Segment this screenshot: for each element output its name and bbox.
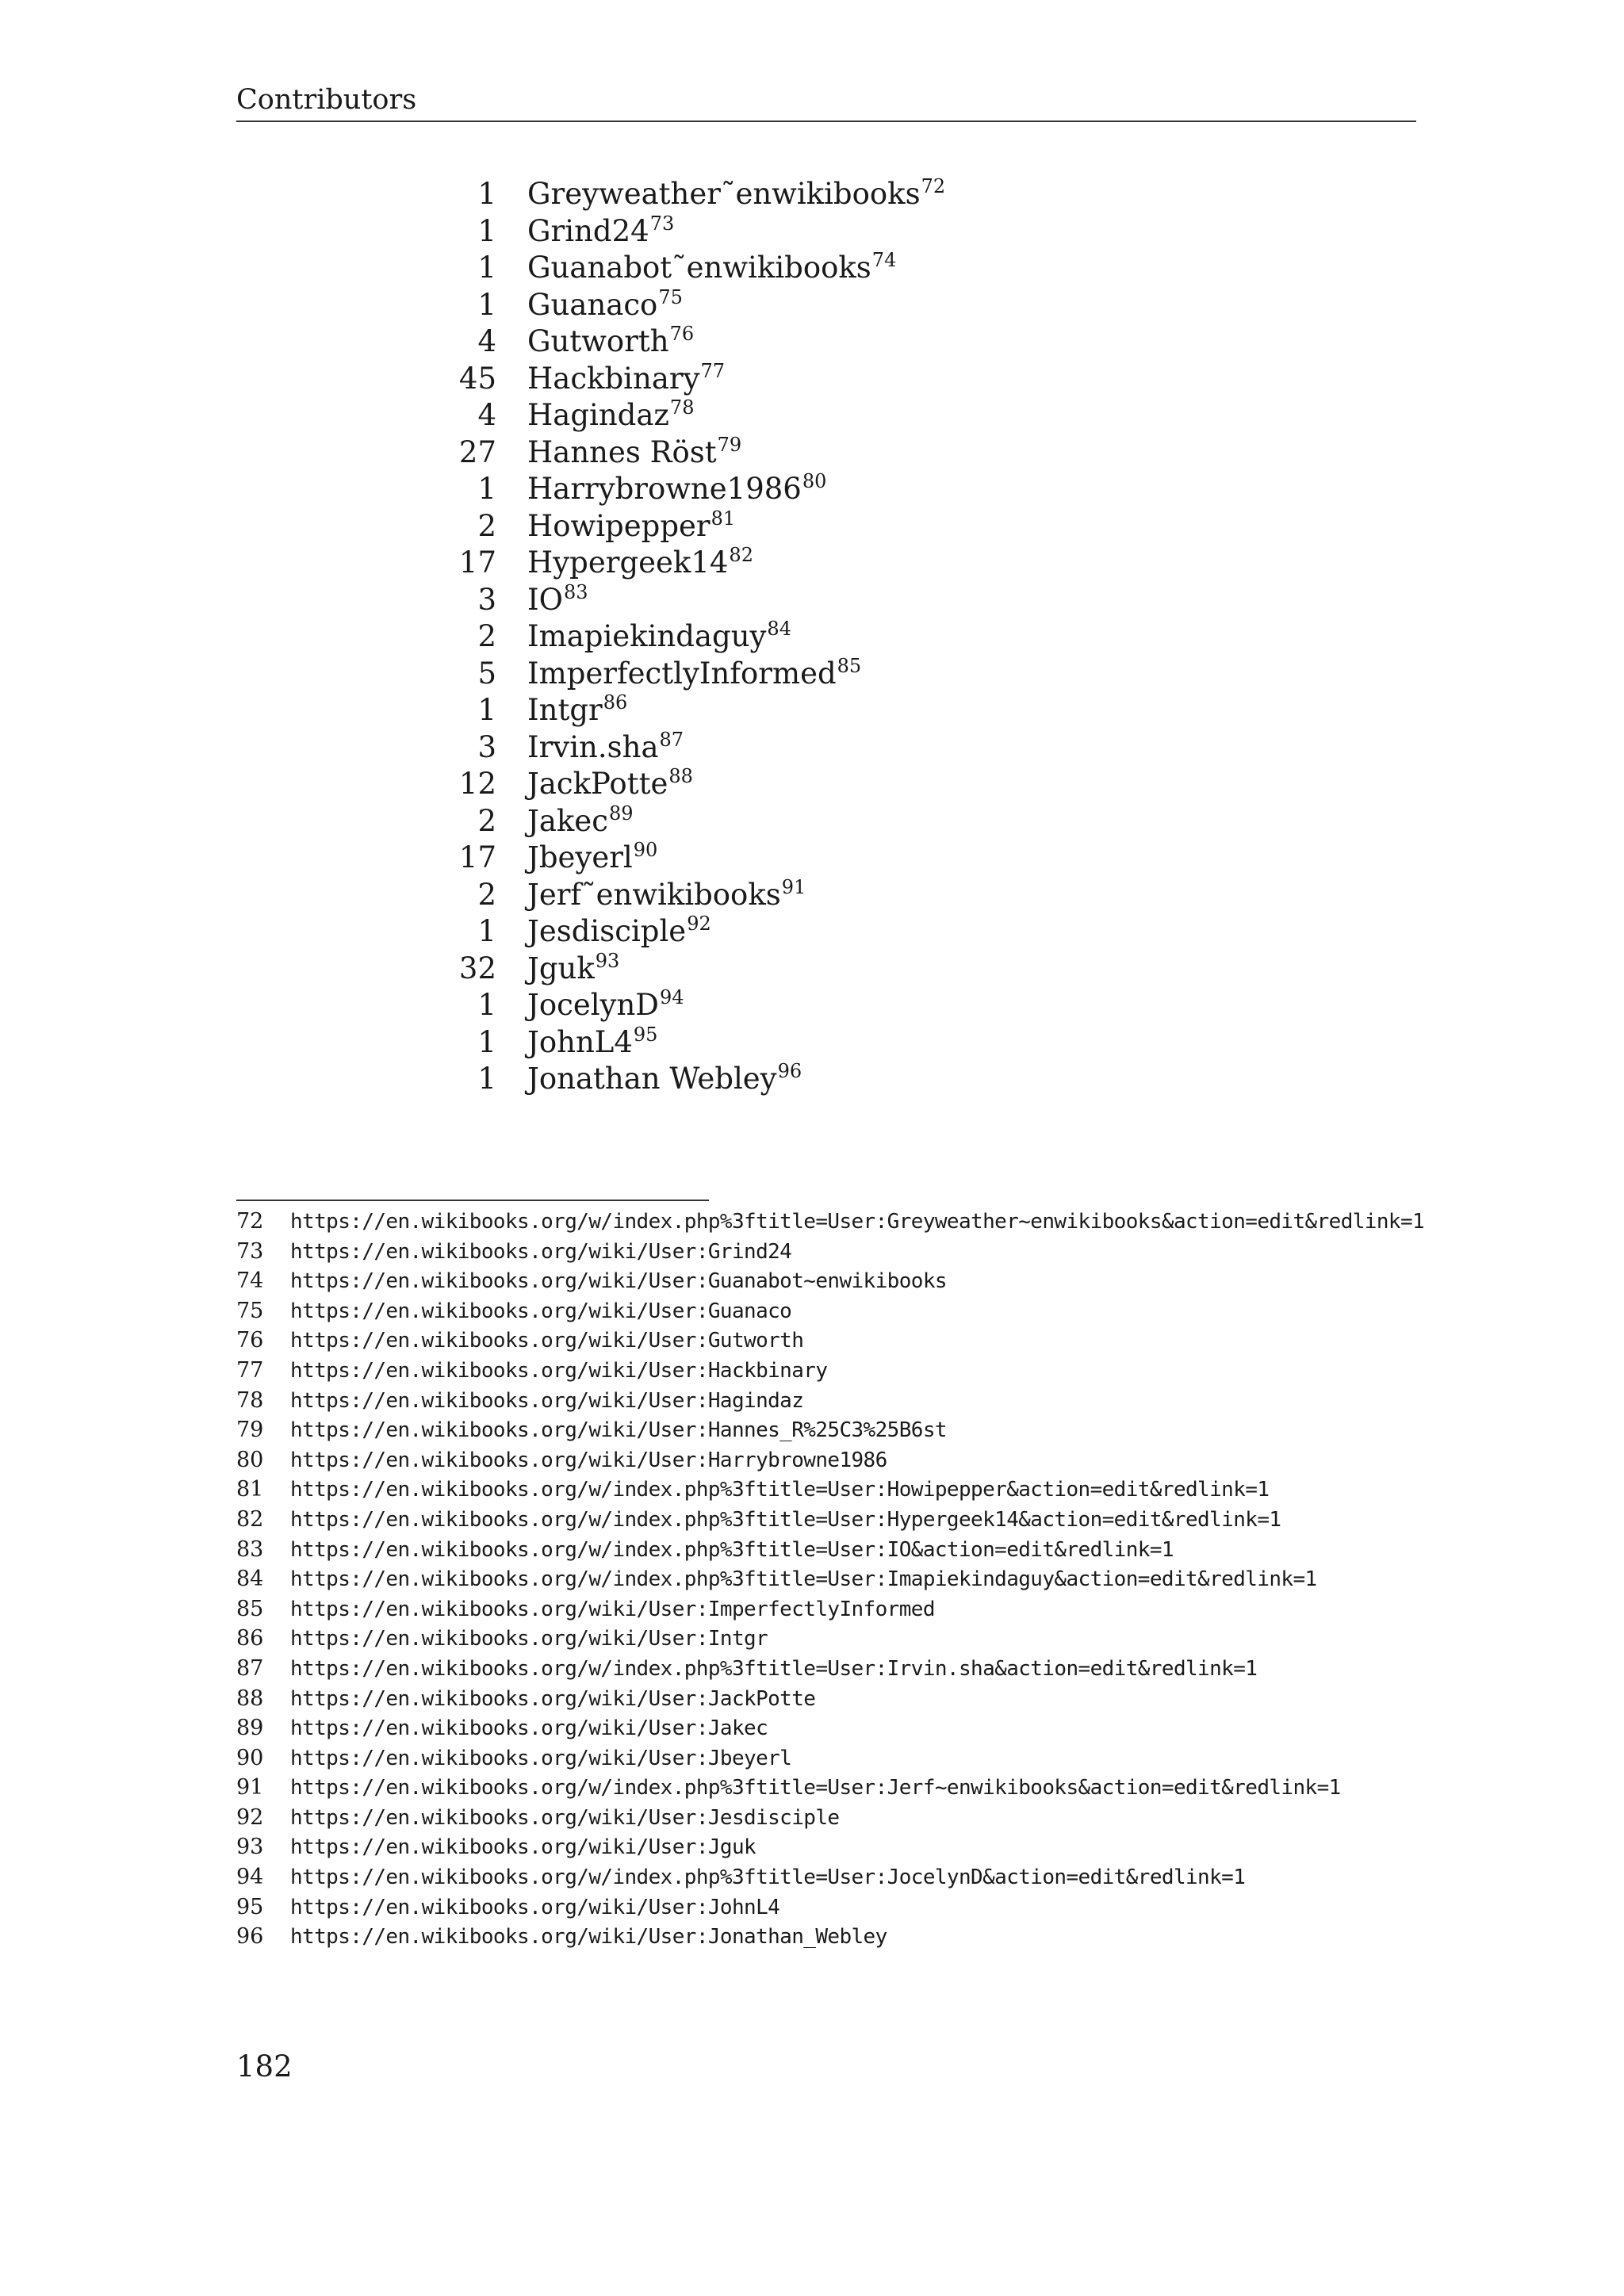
contributor-name: Jguk bbox=[527, 951, 595, 985]
contributor-row bbox=[444, 656, 945, 693]
contributor-count: 27 bbox=[458, 434, 496, 469]
footnote-number: 81 bbox=[236, 1477, 264, 1502]
contributor-row bbox=[444, 361, 945, 398]
footnote-number: 93 bbox=[236, 1835, 264, 1860]
footnote-row bbox=[236, 1684, 1424, 1714]
contributor-name-group bbox=[527, 840, 657, 877]
contributor-name-group bbox=[527, 1024, 657, 1062]
footnote-number: 87 bbox=[236, 1655, 264, 1681]
contributor-count: 2 bbox=[477, 508, 496, 543]
footnote-url-link[interactable]: https://en.wikibooks.org/wiki/User:Intgr bbox=[290, 1627, 768, 1651]
contributor-count: 17 bbox=[458, 840, 496, 874]
footnote-url-link[interactable]: https://en.wikibooks.org/wiki/User:Jguk bbox=[290, 1835, 756, 1860]
contributor-name-group bbox=[527, 987, 684, 1024]
footnote-marker[interactable]: 86 bbox=[603, 691, 628, 714]
contributor-name: JackPotte bbox=[527, 767, 668, 801]
contributor-row bbox=[444, 434, 945, 472]
contributor-name-group bbox=[527, 434, 741, 472]
footnote-number: 74 bbox=[236, 1269, 264, 1294]
contributor-name: Jesdisciple bbox=[527, 914, 687, 948]
header-rule bbox=[236, 121, 1416, 122]
contributor-row bbox=[444, 803, 945, 840]
contributor-row bbox=[444, 471, 945, 508]
footnote-url-link[interactable]: https://en.wikibooks.org/wiki/User:Hannes_R%25C3%25B6st bbox=[290, 1418, 947, 1443]
contributor-name-group bbox=[527, 397, 694, 434]
footnote-list bbox=[236, 1207, 1424, 1952]
footnote-marker[interactable]: 79 bbox=[717, 433, 742, 456]
contributor-name-group bbox=[527, 913, 711, 951]
footnote-marker[interactable]: 73 bbox=[649, 212, 675, 235]
footnote-row bbox=[236, 1266, 1424, 1296]
footnote-number: 82 bbox=[236, 1506, 264, 1532]
contributor-name: Imapiekindaguy bbox=[527, 619, 767, 653]
footnote-number: 77 bbox=[236, 1357, 264, 1383]
contributor-row bbox=[444, 877, 945, 914]
contributor-name: Jakec bbox=[527, 803, 608, 838]
contributor-name: IO bbox=[527, 582, 563, 617]
footnote-number: 75 bbox=[236, 1298, 264, 1323]
contributor-count: 4 bbox=[477, 324, 496, 358]
footnote-row bbox=[236, 1654, 1424, 1684]
footnote-marker[interactable]: 77 bbox=[700, 359, 726, 382]
footnote-row bbox=[236, 1415, 1424, 1445]
footnote-marker[interactable]: 95 bbox=[633, 1023, 658, 1046]
contributor-row bbox=[444, 545, 945, 582]
footnote-row bbox=[236, 1832, 1424, 1862]
footnote-row bbox=[236, 1564, 1424, 1594]
contributor-row bbox=[444, 729, 945, 767]
contributor-name-group bbox=[527, 1061, 802, 1098]
contributor-name: Hypergeek14 bbox=[527, 545, 729, 580]
footnote-marker[interactable]: 93 bbox=[595, 949, 620, 972]
footnote-url-link[interactable]: https://en.wikibooks.org/w/index.php%3ftitle=User:Greyweather~enwikibooks&action=edit&redlink=1 bbox=[290, 1210, 1425, 1234]
footnote-row bbox=[236, 1535, 1424, 1565]
footnote-url-link[interactable]: https://en.wikibooks.org/wiki/User:Grind24 bbox=[290, 1239, 792, 1264]
contributor-name-group bbox=[527, 176, 945, 213]
contributor-name-group bbox=[527, 618, 791, 656]
footnote-number: 80 bbox=[236, 1447, 264, 1472]
contributor-row bbox=[444, 913, 945, 951]
footnote-row bbox=[236, 1386, 1424, 1416]
footnote-url-link[interactable]: https://en.wikibooks.org/w/index.php%3ftitle=User:JocelynD&action=edit&redlink=1 bbox=[290, 1866, 1246, 1890]
contributor-name: JocelynD bbox=[527, 988, 659, 1022]
contributor-row bbox=[444, 323, 945, 361]
contributor-count: 12 bbox=[458, 767, 496, 801]
footnote-marker[interactable]: 91 bbox=[781, 875, 806, 898]
contributor-name: Hackbinary bbox=[527, 361, 700, 396]
contributor-count: 5 bbox=[477, 656, 496, 691]
footnote-marker[interactable]: 80 bbox=[802, 470, 827, 492]
footnote-row bbox=[236, 1922, 1424, 1952]
footnote-marker[interactable]: 82 bbox=[729, 544, 753, 566]
contributor-name: Hagindaz bbox=[527, 398, 669, 432]
contributor-row bbox=[444, 1024, 945, 1062]
footnote-url-link[interactable]: https://en.wikibooks.org/wiki/User:JohnL4 bbox=[290, 1895, 780, 1919]
footnote-marker[interactable]: 75 bbox=[658, 285, 683, 308]
contributor-name: Grind24 bbox=[527, 213, 649, 248]
contributor-count: 2 bbox=[477, 619, 496, 653]
footnote-rule bbox=[236, 1200, 709, 1201]
footnote-marker[interactable]: 83 bbox=[563, 580, 588, 603]
footnote-row bbox=[236, 1594, 1424, 1624]
contributor-count: 1 bbox=[477, 693, 496, 727]
footnote-number: 78 bbox=[236, 1387, 264, 1413]
footnote-row bbox=[236, 1892, 1424, 1923]
contributor-row bbox=[444, 618, 945, 656]
contributor-name-group bbox=[527, 656, 861, 693]
footnote-number: 84 bbox=[236, 1567, 264, 1592]
contributor-count: 1 bbox=[477, 251, 496, 285]
contributor-name-group bbox=[527, 471, 826, 508]
footnote-row bbox=[236, 1862, 1424, 1892]
footnote-row bbox=[236, 1356, 1424, 1386]
footnote-url-link[interactable]: https://en.wikibooks.org/w/index.php%3ftitle=User:Jerf~enwikibooks&action=edit&redlink=1 bbox=[290, 1776, 1341, 1800]
contributor-name-group bbox=[527, 508, 735, 545]
footnote-url-link[interactable]: https://en.wikibooks.org/wiki/User:Hackbinary bbox=[290, 1358, 828, 1383]
contributor-count: 1 bbox=[477, 287, 496, 322]
contributor-count: 1 bbox=[477, 472, 496, 506]
footnote-number: 96 bbox=[236, 1924, 264, 1950]
contributor-count: 4 bbox=[477, 398, 496, 432]
footnote-number: 83 bbox=[236, 1536, 264, 1562]
footnote-number: 86 bbox=[236, 1626, 264, 1651]
footnote-url-link[interactable]: https://en.wikibooks.org/wiki/User:ImperfectlyInformed bbox=[290, 1597, 935, 1621]
contributor-name: Harrybrowne1986 bbox=[527, 472, 802, 506]
contributor-name: Irvin.sha bbox=[527, 729, 659, 764]
contributor-count: 32 bbox=[458, 951, 496, 985]
footnote-url-link[interactable]: https://en.wikibooks.org/wiki/User:Harrybrowne1986 bbox=[290, 1448, 887, 1472]
contributor-name-group bbox=[527, 287, 683, 324]
footnote-row bbox=[236, 1445, 1424, 1475]
contributor-count: 1 bbox=[477, 177, 496, 211]
contributor-count: 1 bbox=[477, 988, 496, 1022]
footnote-marker[interactable]: 88 bbox=[668, 765, 693, 787]
footnote-number: 90 bbox=[236, 1745, 264, 1770]
footnote-marker[interactable]: 90 bbox=[633, 839, 658, 861]
contributor-count: 1 bbox=[477, 914, 496, 948]
contributor-name-group bbox=[527, 545, 753, 582]
contributor-row bbox=[444, 692, 945, 729]
footnote-number: 89 bbox=[236, 1716, 264, 1741]
footnote-number: 94 bbox=[236, 1865, 264, 1890]
footnote-url-link[interactable]: https://en.wikibooks.org/w/index.php%3ftitle=User:Howipepper&action=edit&redlink=1 bbox=[290, 1478, 1270, 1502]
footnote-url-link[interactable]: https://en.wikibooks.org/w/index.php%3ftitle=User:Hypergeek14&action=edit&redlink=1 bbox=[290, 1507, 1281, 1532]
footnote-number: 79 bbox=[236, 1418, 264, 1443]
footnote-url-link[interactable]: https://en.wikibooks.org/w/index.php%3ftitle=User:Imapiekindaguy&action=edit&redlink=1 bbox=[290, 1567, 1317, 1592]
footnote-row bbox=[236, 1743, 1424, 1774]
contributor-name: Gutworth bbox=[527, 324, 669, 358]
contributor-count: 17 bbox=[458, 545, 496, 580]
footnote-marker[interactable]: 89 bbox=[608, 802, 634, 825]
contributor-count: 1 bbox=[477, 1062, 496, 1096]
contributor-name-group bbox=[527, 361, 725, 398]
footnote-marker[interactable]: 85 bbox=[837, 654, 862, 677]
footnote-url-link[interactable]: https://en.wikibooks.org/wiki/User:Jakec bbox=[290, 1716, 768, 1741]
footnote-row bbox=[236, 1326, 1424, 1356]
contributor-name-group bbox=[527, 803, 633, 840]
footnote-url-link[interactable]: https://en.wikibooks.org/wiki/User:Gutworth bbox=[290, 1329, 804, 1353]
footnote-row bbox=[236, 1296, 1424, 1326]
contributor-name: JohnL4 bbox=[527, 1024, 633, 1059]
footnote-marker[interactable]: 87 bbox=[659, 728, 684, 751]
contributor-name: Hannes Röst bbox=[527, 434, 717, 469]
footnote-number: 88 bbox=[236, 1686, 264, 1711]
footnote-number: 85 bbox=[236, 1596, 264, 1621]
footnote-marker[interactable]: 84 bbox=[767, 618, 791, 640]
contributor-row bbox=[444, 1061, 945, 1098]
footnote-url-link[interactable]: https://en.wikibooks.org/wiki/User:Jbeyerl bbox=[290, 1746, 792, 1770]
contributor-name: Jerf˜enwikibooks bbox=[527, 877, 781, 912]
footnote-url-link[interactable]: https://en.wikibooks.org/wiki/User:Hagindaz bbox=[290, 1388, 804, 1413]
footnote-row bbox=[236, 1624, 1424, 1654]
contributor-count: 2 bbox=[477, 877, 496, 912]
footnote-marker[interactable]: 76 bbox=[669, 323, 695, 345]
footnote-marker[interactable]: 78 bbox=[669, 396, 695, 419]
contributor-name: Guanaco bbox=[527, 287, 658, 322]
contributor-row bbox=[444, 766, 945, 803]
footnote-number: 95 bbox=[236, 1894, 264, 1919]
footnote-number: 72 bbox=[236, 1209, 264, 1234]
contributor-row bbox=[444, 987, 945, 1024]
footnote-row bbox=[236, 1237, 1424, 1267]
contributor-name: ImperfectlyInformed bbox=[527, 656, 837, 691]
footnote-number: 92 bbox=[236, 1804, 264, 1830]
contributor-row bbox=[444, 287, 945, 324]
contributor-row bbox=[444, 176, 945, 213]
contributor-row bbox=[444, 840, 945, 877]
contributor-name-group bbox=[527, 729, 684, 767]
contributor-name: Jonathan Webley bbox=[527, 1062, 777, 1096]
footnote-url-link[interactable]: https://en.wikibooks.org/wiki/User:Guanabot~enwikibooks bbox=[290, 1269, 947, 1294]
contributor-count: 1 bbox=[477, 1024, 496, 1059]
contributor-name: Howipepper bbox=[527, 508, 710, 543]
page-number: 182 bbox=[236, 2049, 293, 2084]
running-header-title: Contributors bbox=[236, 84, 417, 116]
contributor-name: Intgr bbox=[527, 693, 603, 727]
contributor-name-group bbox=[527, 213, 674, 251]
footnote-marker[interactable]: 94 bbox=[659, 986, 684, 1008]
contributor-name: Guanabot˜enwikibooks bbox=[527, 251, 871, 285]
contributor-row bbox=[444, 397, 945, 434]
footnote-url-link[interactable]: https://en.wikibooks.org/w/index.php%3ftitle=User:Irvin.sha&action=edit&redlink=1 bbox=[290, 1656, 1258, 1681]
contributor-name-group bbox=[527, 951, 619, 988]
footnote-marker[interactable]: 74 bbox=[871, 249, 897, 271]
footnote-number: 73 bbox=[236, 1238, 264, 1264]
contributor-list bbox=[444, 176, 945, 1098]
footnote-row bbox=[236, 1475, 1424, 1505]
footnote-url-link[interactable]: https://en.wikibooks.org/wiki/User:Jonathan_Webley bbox=[290, 1925, 887, 1950]
contributor-count: 45 bbox=[458, 361, 496, 396]
footnote-url-link[interactable]: https://en.wikibooks.org/w/index.php%3ftitle=User:IO&action=edit&redlink=1 bbox=[290, 1537, 1174, 1562]
footnote-row bbox=[236, 1803, 1424, 1833]
contributor-name: Jbeyerl bbox=[527, 840, 633, 874]
contributor-name-group bbox=[527, 766, 693, 803]
contributor-count: 3 bbox=[477, 582, 496, 617]
footnote-url-link[interactable]: https://en.wikibooks.org/wiki/User:JackPotte bbox=[290, 1686, 816, 1711]
contributor-row bbox=[444, 508, 945, 545]
footnote-number: 76 bbox=[236, 1328, 264, 1353]
footnote-url-link[interactable]: https://en.wikibooks.org/wiki/User:Jesdisciple bbox=[290, 1805, 840, 1830]
contributor-row bbox=[444, 250, 945, 287]
footnote-row bbox=[236, 1713, 1424, 1743]
footnote-number: 91 bbox=[236, 1775, 264, 1800]
contributor-name-group bbox=[527, 877, 806, 914]
contributor-row bbox=[444, 213, 945, 251]
footnote-row bbox=[236, 1773, 1424, 1803]
footnote-marker[interactable]: 72 bbox=[921, 175, 946, 197]
footnote-marker[interactable]: 81 bbox=[710, 507, 736, 530]
contributor-name-group bbox=[527, 582, 588, 619]
footnote-marker[interactable]: 96 bbox=[777, 1060, 802, 1082]
contributor-row bbox=[444, 582, 945, 619]
contributor-name-group bbox=[527, 250, 896, 287]
footnote-url-link[interactable]: https://en.wikibooks.org/wiki/User:Guanaco bbox=[290, 1299, 792, 1323]
contributor-row bbox=[444, 951, 945, 988]
contributor-name: Greyweather˜enwikibooks bbox=[527, 177, 921, 211]
contributor-name-group bbox=[527, 323, 694, 361]
footnote-row bbox=[236, 1505, 1424, 1535]
contributor-count: 1 bbox=[477, 213, 496, 248]
contributor-count: 3 bbox=[477, 729, 496, 764]
contributor-count: 2 bbox=[477, 803, 496, 838]
footnote-row bbox=[236, 1207, 1424, 1237]
footnote-marker[interactable]: 92 bbox=[687, 913, 711, 935]
contributor-name-group bbox=[527, 692, 627, 729]
